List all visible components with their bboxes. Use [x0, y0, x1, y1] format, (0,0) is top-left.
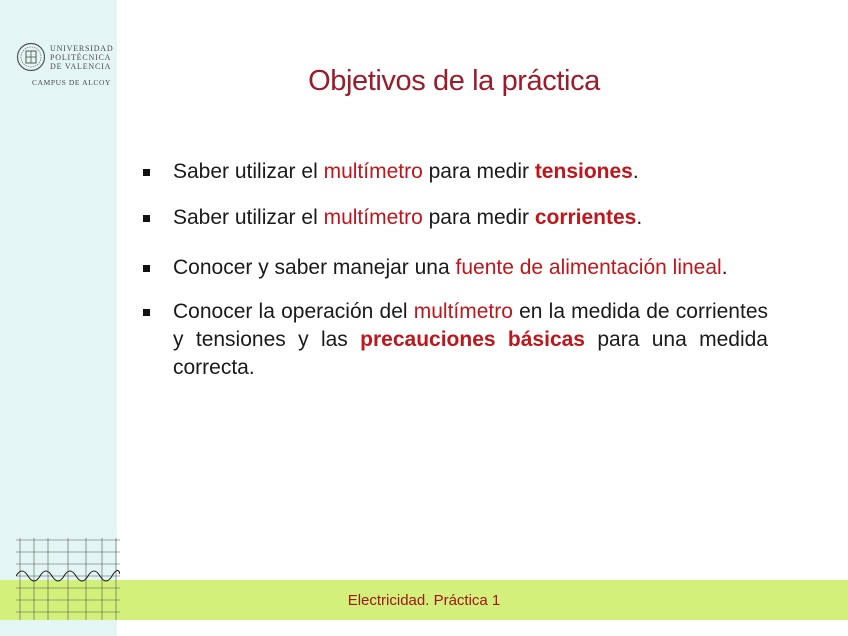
logo-line-3: DE VALENCIA	[50, 62, 112, 71]
bullet-highlight: multímetro	[323, 160, 423, 183]
bullet-text: en la medida de corrientes y tensiones y las	[173, 300, 768, 351]
bullet-text: .	[721, 256, 728, 279]
university-seal-icon	[16, 42, 46, 72]
bullet-text: Saber utilizar el	[173, 206, 324, 229]
bullet-text: .	[636, 206, 643, 229]
bullet-text: para medir	[422, 160, 535, 183]
bullet-text: para una medida correcta.	[173, 328, 768, 379]
slide-title: Objetivos de la práctica	[308, 65, 600, 97]
oscilloscope-grid-icon	[16, 538, 120, 620]
bullet-square-icon	[143, 169, 150, 176]
bullet-text: Saber utilizar el	[173, 160, 324, 183]
bullet-text: Conocer y saber manejar una	[173, 256, 456, 279]
bullet-highlight: multímetro	[323, 206, 423, 229]
bullet-highlight: fuente de alimentación lineal	[455, 256, 722, 279]
list-item	[143, 298, 768, 382]
bullet-emphasis: corrientes	[534, 206, 637, 229]
bullet-text: Conocer la operación del	[173, 300, 414, 323]
list-item	[143, 158, 768, 186]
objectives-list	[143, 158, 768, 382]
bullet-highlight: multímetro	[413, 300, 513, 323]
list-item	[143, 254, 768, 282]
bullet-square-icon	[143, 265, 150, 272]
logo-campus: CAMPUS DE ALCOY	[32, 78, 112, 87]
bullet-emphasis: precauciones básicas	[360, 328, 585, 351]
footer-title: Electricidad. Práctica 1	[347, 592, 501, 609]
bullet-square-icon	[143, 309, 150, 316]
list-item	[143, 204, 768, 232]
logo-line-2: POLITÉCNICA	[50, 53, 112, 62]
bullet-emphasis: tensiones	[534, 160, 633, 183]
university-logo	[16, 42, 116, 90]
bullet-text: .	[632, 160, 639, 183]
logo-line-1: UNIVERSIDAD	[50, 44, 114, 53]
bullet-text: para medir	[422, 206, 535, 229]
bullet-square-icon	[143, 215, 150, 222]
